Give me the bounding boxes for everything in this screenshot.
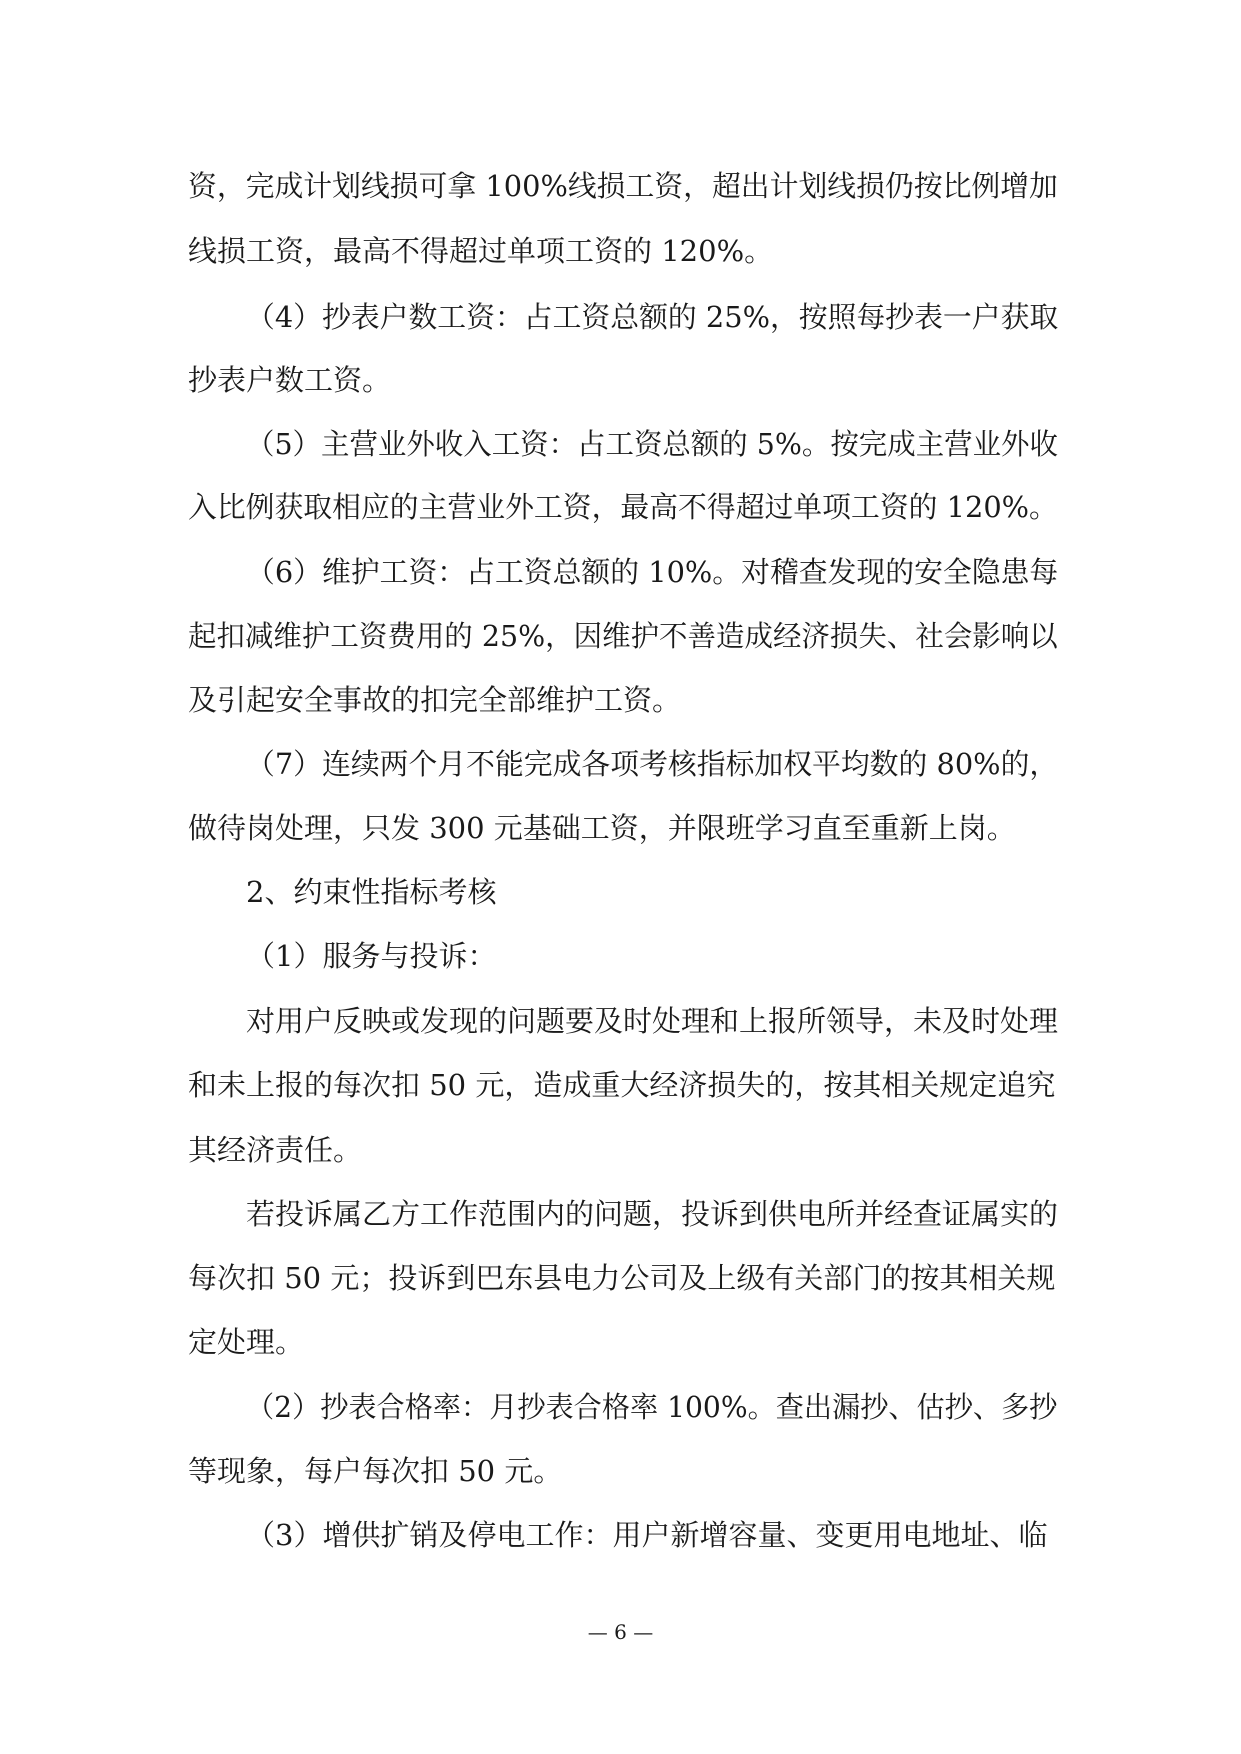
paragraph-line (0, 1258, 1241, 1298)
text-line-15: 和未上报的每次扣 50 元，造成重大经济损失的，按其相关规定追究 (188, 1068, 1056, 1102)
section-heading (0, 872, 1241, 912)
paragraph-line (0, 808, 1241, 848)
paragraph-line (0, 487, 1241, 527)
text-line-9: 及引起安全事故的扣完全部维护工资。 (188, 683, 682, 717)
paragraph-line (0, 1130, 1241, 1170)
paragraph-line (0, 1194, 1241, 1234)
paragraph-line (0, 936, 1241, 976)
text-line-6: 入比例获取相应的主营业外工资，最高不得超过单项工资的 120%。 (188, 490, 1058, 524)
paragraph-line (0, 616, 1241, 656)
paragraph-line (0, 1065, 1241, 1105)
paragraph-line (0, 1451, 1241, 1491)
paragraph-line (0, 1387, 1241, 1427)
paragraph-line (0, 360, 1241, 400)
text-line-4: 抄表户数工资。 (188, 363, 392, 397)
text-line-19: 定处理。 (188, 1325, 305, 1359)
paragraph-line (0, 1001, 1241, 1041)
paragraph-line (0, 297, 1241, 337)
text-line-5: （5）主营业外收入工资：占工资总额的 5%。按完成主营业外收 (246, 427, 1058, 461)
paragraph-line (0, 424, 1241, 464)
paragraph-line (0, 680, 1241, 720)
paragraph-line (0, 1515, 1241, 1555)
paragraph-line (0, 552, 1241, 592)
text-line-10: （7）连续两个月不能完成各项考核指标加权平均数的 80%的， (246, 747, 1059, 781)
paragraph-line (0, 1322, 1241, 1362)
text-line-1: 资，完成计划线损可拿 100%线损工资，超出计划线损仍按比例增加 (188, 169, 1058, 203)
text-line-18: 每次扣 50 元；投诉到巴东县电力公司及上级有关部门的按其相关规 (188, 1261, 1056, 1295)
text-line-7: （6）维护工资：占工资总额的 10%。对稽查发现的安全隐患每 (246, 555, 1059, 589)
text-line-17: 若投诉属乙方工作范围内的问题，投诉到供电所并经查证属实的 (246, 1197, 1059, 1231)
text-line-13: （1）服务与投诉： (246, 939, 497, 973)
page-number: — 6 — (587, 1620, 654, 1644)
paragraph-line (0, 231, 1241, 271)
paragraph-line (0, 744, 1241, 784)
text-line-14: 对用户反映或发现的问题要及时处理和上报所领导，未及时处理 (246, 1004, 1059, 1038)
text-line-20: （2）抄表合格率：月抄表合格率 100%。查出漏抄、估抄、多抄 (246, 1390, 1058, 1424)
text-line-16: 其经济责任。 (188, 1133, 363, 1167)
text-line-8: 起扣减维护工资费用的 25%，因维护不善造成经济损失、社会影响以 (188, 619, 1058, 653)
text-line-22: （3）增供扩销及停电工作：用户新增容量、变更用电地址、临 (246, 1518, 1048, 1552)
text-line-12: 2、约束性指标考核 (246, 875, 497, 909)
paragraph-line (188, 166, 1058, 206)
text-line-21: 等现象，每户每次扣 50 元。 (188, 1454, 563, 1488)
text-line-3: （4）抄表户数工资：占工资总额的 25%，按照每抄表一户获取 (246, 300, 1059, 334)
text-line-11: 做待岗处理，只发 300 元基础工资，并限班学习直至重新上岗。 (188, 811, 1016, 845)
text-line-2: 线损工资，最高不得超过单项工资的 120%。 (188, 234, 774, 268)
